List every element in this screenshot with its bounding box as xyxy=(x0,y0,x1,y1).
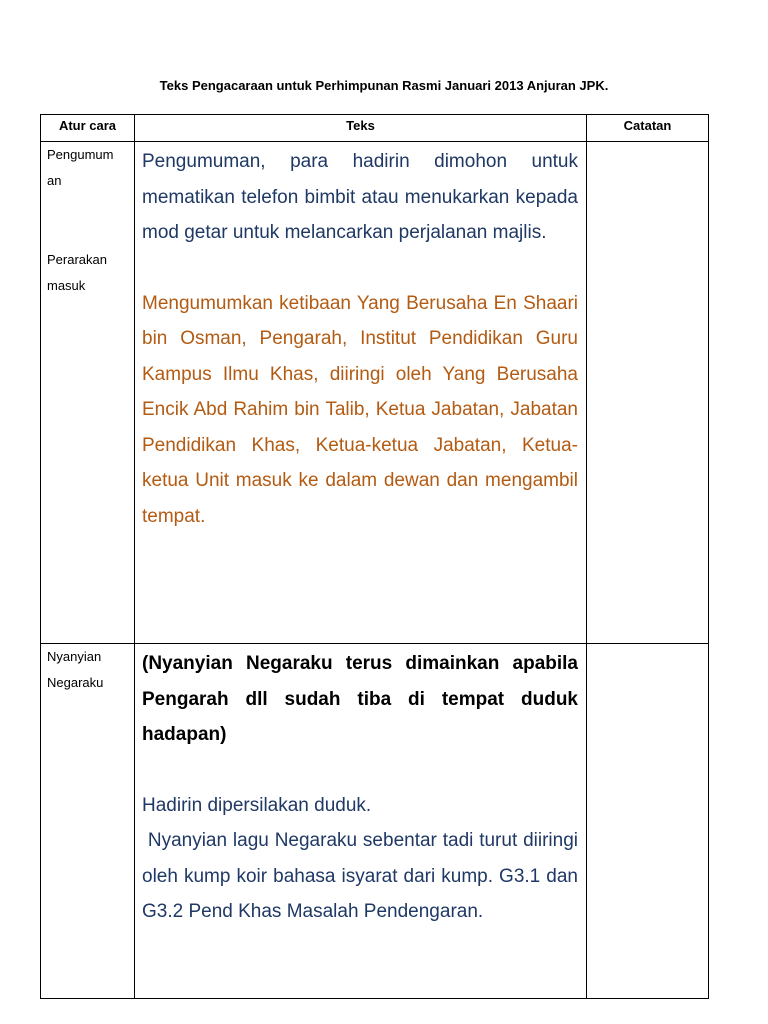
choir-paragraph: Nyanyian lagu Negaraku sebentar tadi turut diiringi oleh kump koir bahasa isyarat dari kump. G3.1 dan G3.2 Pend Khas Masalah Pendengaran. xyxy=(142,830,584,922)
table-row xyxy=(41,644,709,999)
header-teks: Teks xyxy=(135,115,587,142)
table-header-row xyxy=(41,115,709,142)
atur-cara-label-perarakan: Perarakan masuk xyxy=(47,252,107,293)
seating-paragraph: Hadirin dipersilakan duduk. xyxy=(142,794,372,816)
announcement-paragraph: Pengumuman, para hadirin dimohon untuk mematikan telefon bimbit atau menukarkan kepada mod getar untuk melancarkan perjalanan majlis. xyxy=(142,151,578,243)
teks-cell xyxy=(135,644,587,999)
program-table xyxy=(40,114,709,999)
atur-cara-label-nyanyian: Nyanyian Negaraku xyxy=(47,649,104,690)
atur-cara-cell xyxy=(41,142,135,644)
catatan-cell xyxy=(587,142,709,644)
header-catatan: Catatan xyxy=(587,115,709,142)
arrival-paragraph: Mengumumkan ketibaan Yang Berusaha En Shaari bin Osman, Pengarah, Institut Pendidikan Guru Kampus Ilmu Khas, diiringi oleh Yang Berusaha Encik Abd Rahim bin Talib, Ketua Jabatan, Jabatan Pendidikan Khas, Ketua-ketua Jabatan, Ketua-ketua Unit masuk ke dalam dewan dan mengambil tempat. xyxy=(142,292,578,527)
catatan-cell xyxy=(587,644,709,999)
anthem-instruction-paragraph: (Nyanyian Negaraku terus dimainkan apabila Pengarah dll sudah tiba di tempat duduk hadapan) xyxy=(142,653,578,745)
atur-cara-cell xyxy=(41,644,135,999)
document-title: Teks Pengacaraan untuk Perhimpunan Rasmi Januari 2013 Anjuran JPK. xyxy=(159,78,609,93)
header-atur-cara: Atur cara xyxy=(41,115,135,142)
atur-cara-label-pengumuman: Pengumum an xyxy=(47,147,114,188)
table-row xyxy=(41,142,709,644)
teks-cell xyxy=(135,142,587,644)
